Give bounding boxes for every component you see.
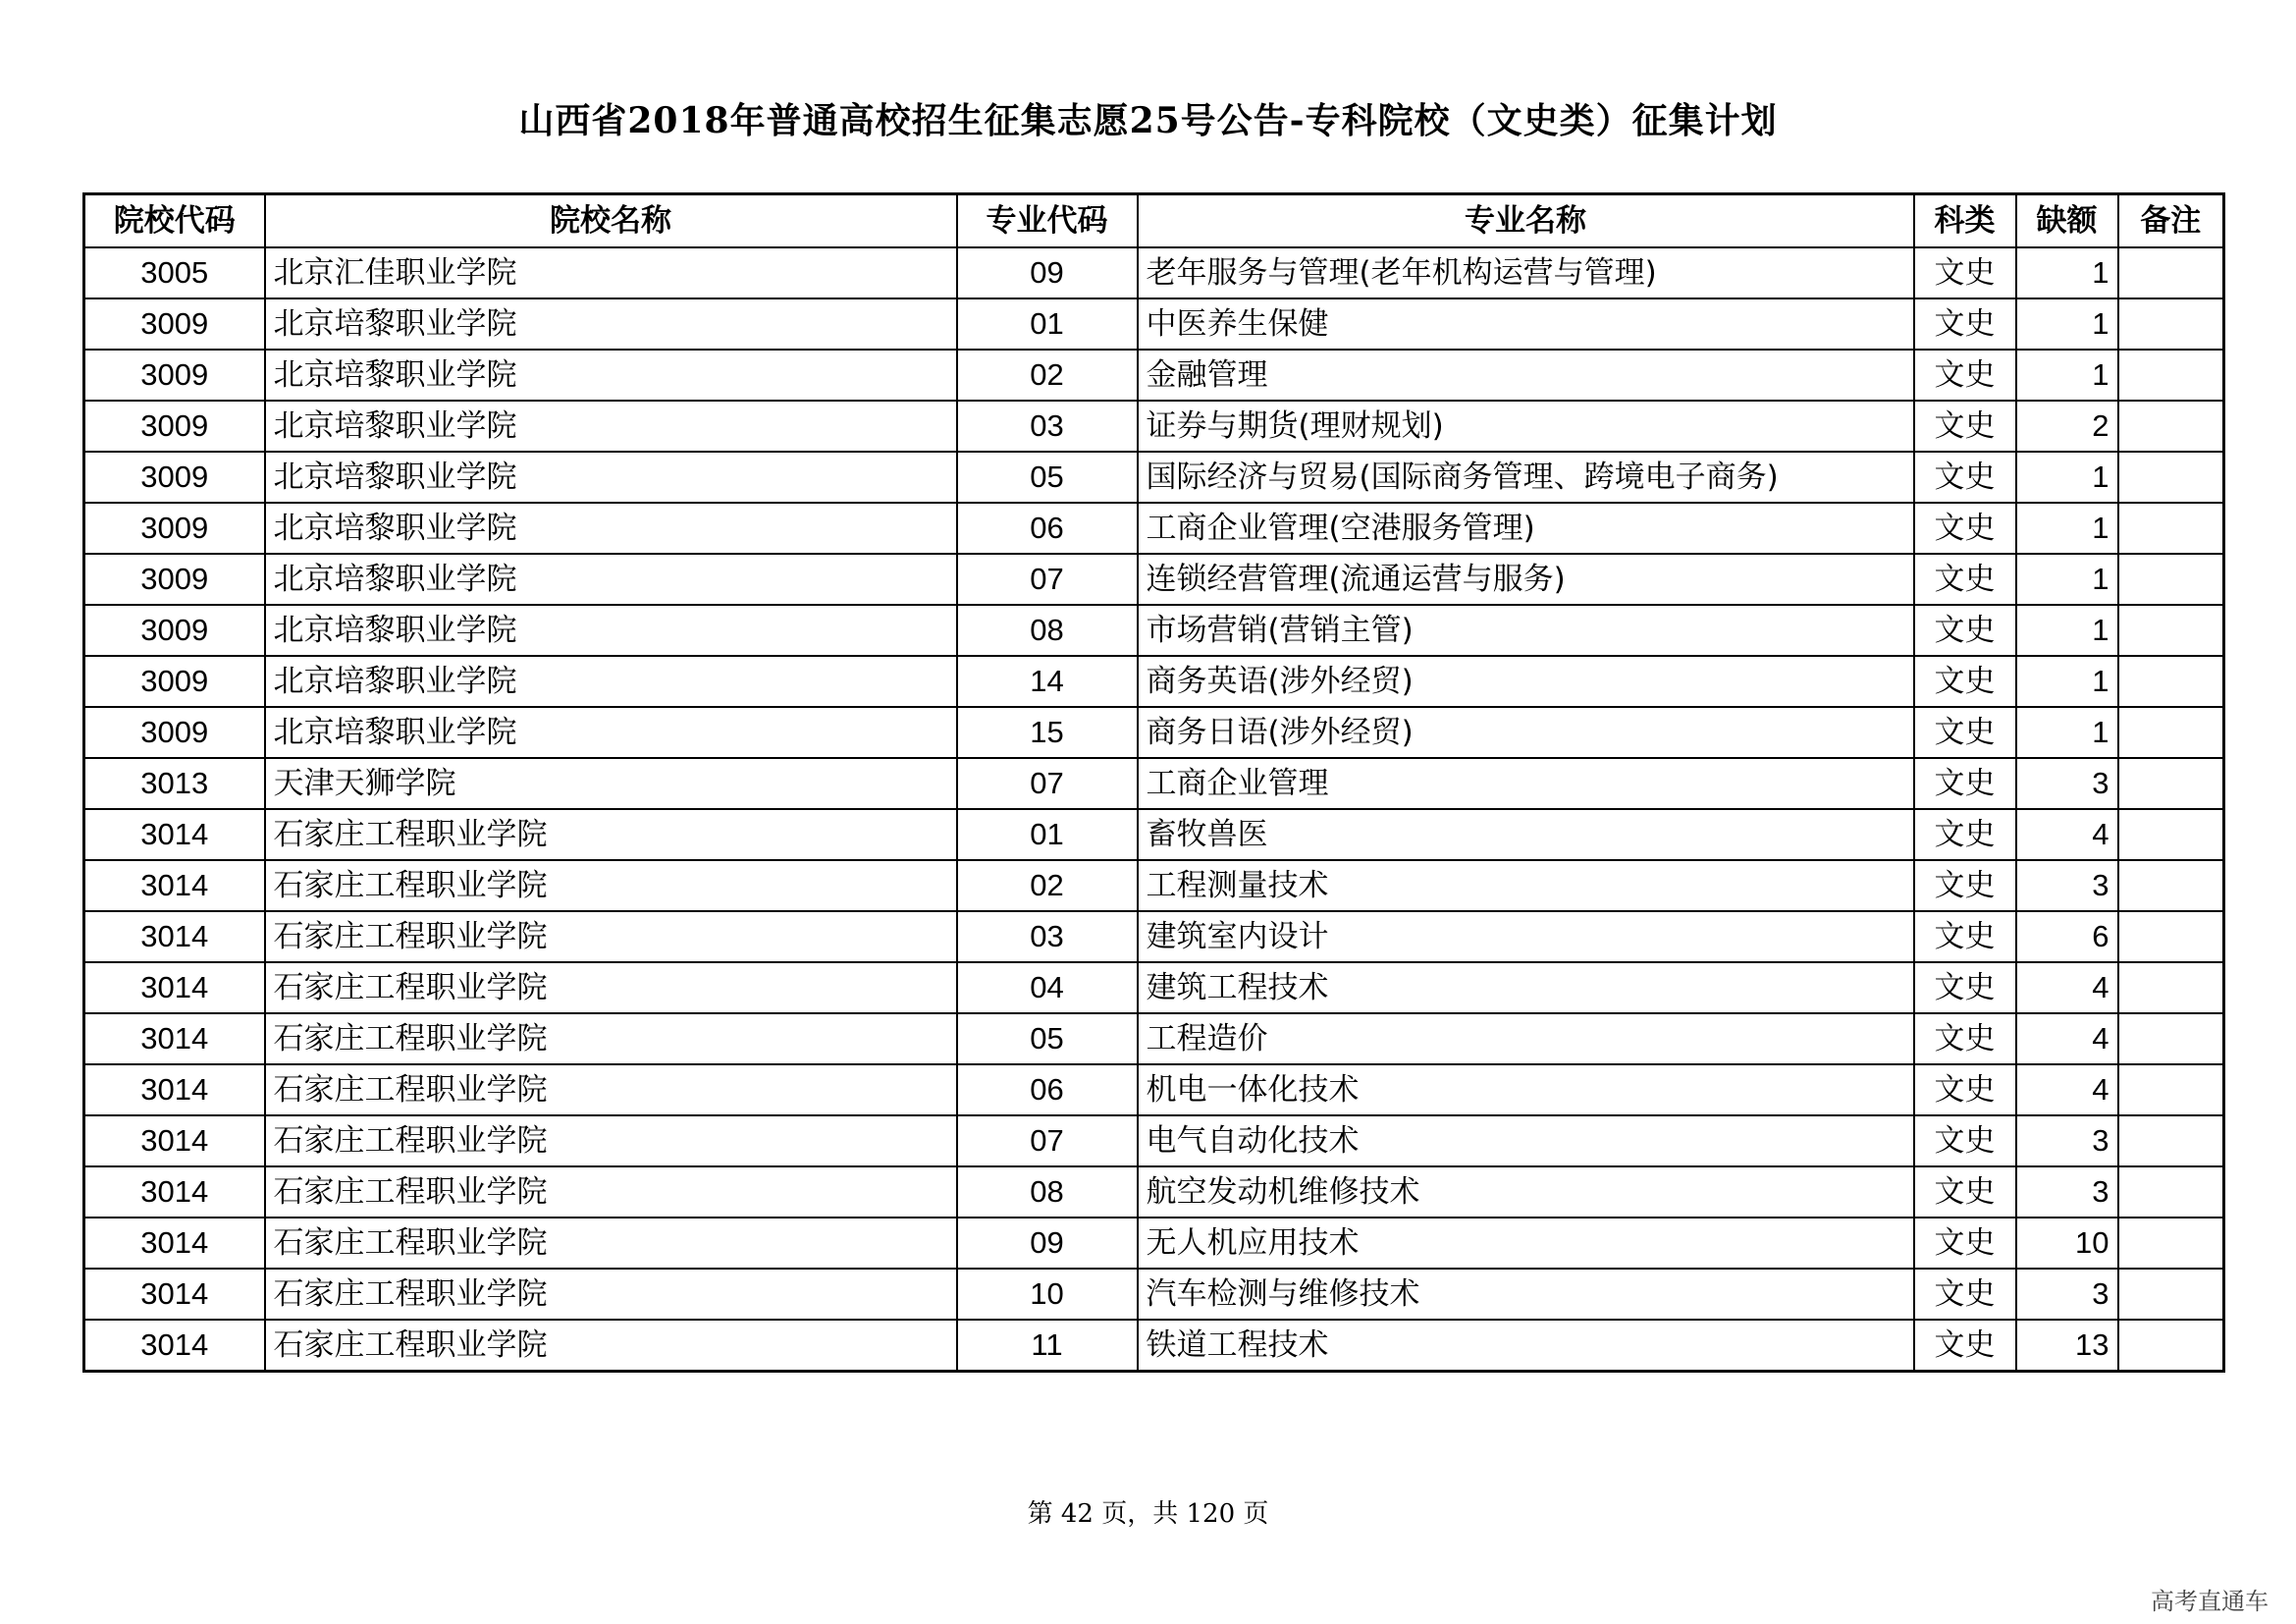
cell-school-code: 3009 bbox=[84, 605, 265, 656]
cell-major-name: 工程造价 bbox=[1138, 1013, 1914, 1064]
header-category: 科类 bbox=[1914, 194, 2016, 248]
cell-category: 文史 bbox=[1914, 809, 2016, 860]
watermark: 高考直通车 bbox=[2151, 1588, 2269, 1615]
cell-vacancy: 3 bbox=[2016, 758, 2118, 809]
cell-major-code: 06 bbox=[957, 1064, 1138, 1115]
cell-note bbox=[2118, 758, 2224, 809]
cell-major-code: 02 bbox=[957, 860, 1138, 911]
cell-major-code: 07 bbox=[957, 1115, 1138, 1166]
table-row bbox=[84, 962, 2224, 1013]
cell-school-name: 北京汇佳职业学院 bbox=[265, 247, 957, 298]
cell-category: 文史 bbox=[1914, 1064, 2016, 1115]
cell-major-code: 04 bbox=[957, 962, 1138, 1013]
cell-major-code: 06 bbox=[957, 503, 1138, 554]
cell-major-name: 建筑工程技术 bbox=[1138, 962, 1914, 1013]
cell-major-code: 01 bbox=[957, 298, 1138, 350]
cell-school-code: 3014 bbox=[84, 962, 265, 1013]
cell-note bbox=[2118, 1269, 2224, 1320]
cell-major-code: 10 bbox=[957, 1269, 1138, 1320]
cell-vacancy: 1 bbox=[2016, 247, 2118, 298]
header-note: 备注 bbox=[2118, 194, 2224, 248]
cell-note bbox=[2118, 1064, 2224, 1115]
cell-major-name: 机电一体化技术 bbox=[1138, 1064, 1914, 1115]
cell-vacancy: 1 bbox=[2016, 350, 2118, 401]
cell-school-code: 3009 bbox=[84, 298, 265, 350]
cell-school-name: 石家庄工程职业学院 bbox=[265, 1064, 957, 1115]
cell-school-name: 北京培黎职业学院 bbox=[265, 707, 957, 758]
cell-major-code: 02 bbox=[957, 350, 1138, 401]
cell-major-name: 电气自动化技术 bbox=[1138, 1115, 1914, 1166]
cell-major-name: 连锁经营管理(流通运营与服务) bbox=[1138, 554, 1914, 605]
table-row bbox=[84, 809, 2224, 860]
cell-category: 文史 bbox=[1914, 350, 2016, 401]
cell-school-code: 3005 bbox=[84, 247, 265, 298]
cell-major-code: 14 bbox=[957, 656, 1138, 707]
cell-major-code: 03 bbox=[957, 911, 1138, 962]
cell-note bbox=[2118, 1320, 2224, 1372]
cell-vacancy: 3 bbox=[2016, 1269, 2118, 1320]
cell-school-code: 3014 bbox=[84, 1115, 265, 1166]
cell-vacancy: 2 bbox=[2016, 401, 2118, 452]
cell-note bbox=[2118, 350, 2224, 401]
table-row bbox=[84, 758, 2224, 809]
enrollment-plan-table bbox=[82, 192, 2225, 1373]
cell-school-code: 3009 bbox=[84, 503, 265, 554]
cell-category: 文史 bbox=[1914, 247, 2016, 298]
cell-major-name: 商务英语(涉外经贸) bbox=[1138, 656, 1914, 707]
cell-note bbox=[2118, 298, 2224, 350]
cell-category: 文史 bbox=[1914, 707, 2016, 758]
header-school-code: 院校代码 bbox=[84, 194, 265, 248]
cell-vacancy: 1 bbox=[2016, 656, 2118, 707]
cell-category: 文史 bbox=[1914, 503, 2016, 554]
cell-vacancy: 3 bbox=[2016, 1115, 2118, 1166]
cell-school-code: 3009 bbox=[84, 350, 265, 401]
cell-vacancy: 1 bbox=[2016, 298, 2118, 350]
cell-school-name: 北京培黎职业学院 bbox=[265, 656, 957, 707]
cell-school-name: 石家庄工程职业学院 bbox=[265, 1115, 957, 1166]
cell-major-name: 证券与期货(理财规划) bbox=[1138, 401, 1914, 452]
cell-note bbox=[2118, 860, 2224, 911]
cell-school-name: 北京培黎职业学院 bbox=[265, 605, 957, 656]
cell-vacancy: 13 bbox=[2016, 1320, 2118, 1372]
cell-school-code: 3009 bbox=[84, 452, 265, 503]
table-row bbox=[84, 350, 2224, 401]
cell-major-code: 01 bbox=[957, 809, 1138, 860]
cell-vacancy: 10 bbox=[2016, 1218, 2118, 1269]
cell-school-name: 北京培黎职业学院 bbox=[265, 554, 957, 605]
table-row bbox=[84, 1218, 2224, 1269]
cell-vacancy: 1 bbox=[2016, 503, 2118, 554]
page-footer: 第 42 页，共 120 页 bbox=[1027, 1499, 1269, 1529]
table-row bbox=[84, 1064, 2224, 1115]
cell-note bbox=[2118, 554, 2224, 605]
cell-school-code: 3009 bbox=[84, 707, 265, 758]
cell-vacancy: 1 bbox=[2016, 605, 2118, 656]
table-row bbox=[84, 1013, 2224, 1064]
cell-school-code: 3014 bbox=[84, 860, 265, 911]
cell-major-code: 05 bbox=[957, 452, 1138, 503]
cell-note bbox=[2118, 1218, 2224, 1269]
cell-category: 文史 bbox=[1914, 1115, 2016, 1166]
cell-category: 文史 bbox=[1914, 605, 2016, 656]
cell-school-code: 3009 bbox=[84, 401, 265, 452]
cell-vacancy: 1 bbox=[2016, 554, 2118, 605]
cell-major-code: 09 bbox=[957, 1218, 1138, 1269]
cell-category: 文史 bbox=[1914, 758, 2016, 809]
cell-major-name: 无人机应用技术 bbox=[1138, 1218, 1914, 1269]
cell-vacancy: 4 bbox=[2016, 1013, 2118, 1064]
cell-school-code: 3009 bbox=[84, 554, 265, 605]
cell-note bbox=[2118, 401, 2224, 452]
cell-school-code: 3014 bbox=[84, 809, 265, 860]
table-row bbox=[84, 298, 2224, 350]
cell-category: 文史 bbox=[1914, 401, 2016, 452]
cell-vacancy: 3 bbox=[2016, 860, 2118, 911]
cell-school-code: 3014 bbox=[84, 1269, 265, 1320]
cell-major-code: 09 bbox=[957, 247, 1138, 298]
cell-note bbox=[2118, 1166, 2224, 1218]
cell-note bbox=[2118, 1115, 2224, 1166]
cell-category: 文史 bbox=[1914, 1166, 2016, 1218]
cell-major-name: 铁道工程技术 bbox=[1138, 1320, 1914, 1372]
cell-vacancy: 4 bbox=[2016, 962, 2118, 1013]
cell-school-name: 石家庄工程职业学院 bbox=[265, 1320, 957, 1372]
cell-category: 文史 bbox=[1914, 1218, 2016, 1269]
cell-school-code: 3014 bbox=[84, 1013, 265, 1064]
cell-school-code: 3014 bbox=[84, 1218, 265, 1269]
table-row bbox=[84, 452, 2224, 503]
cell-category: 文史 bbox=[1914, 911, 2016, 962]
cell-school-name: 北京培黎职业学院 bbox=[265, 452, 957, 503]
cell-note bbox=[2118, 452, 2224, 503]
cell-note bbox=[2118, 503, 2224, 554]
cell-school-name: 北京培黎职业学院 bbox=[265, 401, 957, 452]
cell-major-name: 工商企业管理(空港服务管理) bbox=[1138, 503, 1914, 554]
header-major-name: 专业名称 bbox=[1138, 194, 1914, 248]
cell-note bbox=[2118, 809, 2224, 860]
cell-major-name: 建筑室内设计 bbox=[1138, 911, 1914, 962]
table-header bbox=[84, 194, 2224, 248]
cell-vacancy: 6 bbox=[2016, 911, 2118, 962]
cell-major-name: 商务日语(涉外经贸) bbox=[1138, 707, 1914, 758]
table-row bbox=[84, 1166, 2224, 1218]
cell-major-name: 中医养生保健 bbox=[1138, 298, 1914, 350]
header-row bbox=[84, 194, 2224, 248]
cell-major-code: 11 bbox=[957, 1320, 1138, 1372]
table-row bbox=[84, 605, 2224, 656]
cell-note bbox=[2118, 1013, 2224, 1064]
table-row bbox=[84, 911, 2224, 962]
cell-vacancy: 4 bbox=[2016, 809, 2118, 860]
table-row bbox=[84, 1269, 2224, 1320]
cell-school-name: 石家庄工程职业学院 bbox=[265, 1218, 957, 1269]
cell-school-name: 石家庄工程职业学院 bbox=[265, 1166, 957, 1218]
table-row bbox=[84, 1115, 2224, 1166]
cell-school-name: 天津天狮学院 bbox=[265, 758, 957, 809]
cell-major-code: 15 bbox=[957, 707, 1138, 758]
cell-major-name: 工商企业管理 bbox=[1138, 758, 1914, 809]
cell-category: 文史 bbox=[1914, 298, 2016, 350]
cell-school-code: 3009 bbox=[84, 656, 265, 707]
cell-category: 文史 bbox=[1914, 656, 2016, 707]
header-school-name: 院校名称 bbox=[265, 194, 957, 248]
cell-major-name: 汽车检测与维修技术 bbox=[1138, 1269, 1914, 1320]
cell-note bbox=[2118, 962, 2224, 1013]
cell-note bbox=[2118, 707, 2224, 758]
cell-category: 文史 bbox=[1914, 860, 2016, 911]
cell-major-name: 工程测量技术 bbox=[1138, 860, 1914, 911]
cell-school-name: 石家庄工程职业学院 bbox=[265, 1269, 957, 1320]
cell-major-name: 国际经济与贸易(国际商务管理、跨境电子商务) bbox=[1138, 452, 1914, 503]
table-row bbox=[84, 503, 2224, 554]
cell-major-code: 08 bbox=[957, 605, 1138, 656]
cell-vacancy: 1 bbox=[2016, 452, 2118, 503]
cell-note bbox=[2118, 247, 2224, 298]
cell-major-code: 07 bbox=[957, 554, 1138, 605]
cell-school-name: 北京培黎职业学院 bbox=[265, 298, 957, 350]
table-row bbox=[84, 1320, 2224, 1372]
cell-major-code: 05 bbox=[957, 1013, 1138, 1064]
cell-school-name: 石家庄工程职业学院 bbox=[265, 962, 957, 1013]
cell-major-name: 畜牧兽医 bbox=[1138, 809, 1914, 860]
table-row bbox=[84, 860, 2224, 911]
page-title: 山西省2018年普通高校招生征集志愿25号公告-专科院校（文史类）征集计划 bbox=[518, 100, 1778, 141]
cell-category: 文史 bbox=[1914, 1320, 2016, 1372]
cell-school-code: 3014 bbox=[84, 1166, 265, 1218]
cell-category: 文史 bbox=[1914, 1269, 2016, 1320]
cell-vacancy: 1 bbox=[2016, 707, 2118, 758]
cell-school-name: 石家庄工程职业学院 bbox=[265, 809, 957, 860]
cell-category: 文史 bbox=[1914, 1013, 2016, 1064]
cell-major-code: 08 bbox=[957, 1166, 1138, 1218]
cell-vacancy: 4 bbox=[2016, 1064, 2118, 1115]
cell-school-code: 3014 bbox=[84, 911, 265, 962]
cell-major-name: 市场营销(营销主管) bbox=[1138, 605, 1914, 656]
cell-major-name: 老年服务与管理(老年机构运营与管理) bbox=[1138, 247, 1914, 298]
cell-school-code: 3013 bbox=[84, 758, 265, 809]
table-row bbox=[84, 707, 2224, 758]
table-row bbox=[84, 554, 2224, 605]
cell-school-name: 北京培黎职业学院 bbox=[265, 503, 957, 554]
cell-school-code: 3014 bbox=[84, 1320, 265, 1372]
table-body bbox=[84, 247, 2224, 1372]
header-vacancy: 缺额 bbox=[2016, 194, 2118, 248]
cell-category: 文史 bbox=[1914, 452, 2016, 503]
table-row bbox=[84, 401, 2224, 452]
header-major-code: 专业代码 bbox=[957, 194, 1138, 248]
cell-major-name: 航空发动机维修技术 bbox=[1138, 1166, 1914, 1218]
cell-school-name: 石家庄工程职业学院 bbox=[265, 1013, 957, 1064]
cell-category: 文史 bbox=[1914, 554, 2016, 605]
cell-note bbox=[2118, 605, 2224, 656]
cell-school-code: 3014 bbox=[84, 1064, 265, 1115]
cell-vacancy: 3 bbox=[2016, 1166, 2118, 1218]
cell-school-name: 北京培黎职业学院 bbox=[265, 350, 957, 401]
cell-major-code: 03 bbox=[957, 401, 1138, 452]
cell-major-code: 07 bbox=[957, 758, 1138, 809]
table-row bbox=[84, 656, 2224, 707]
table-row bbox=[84, 247, 2224, 298]
cell-category: 文史 bbox=[1914, 962, 2016, 1013]
cell-major-name: 金融管理 bbox=[1138, 350, 1914, 401]
cell-note bbox=[2118, 656, 2224, 707]
cell-school-name: 石家庄工程职业学院 bbox=[265, 860, 957, 911]
cell-note bbox=[2118, 911, 2224, 962]
cell-school-name: 石家庄工程职业学院 bbox=[265, 911, 957, 962]
